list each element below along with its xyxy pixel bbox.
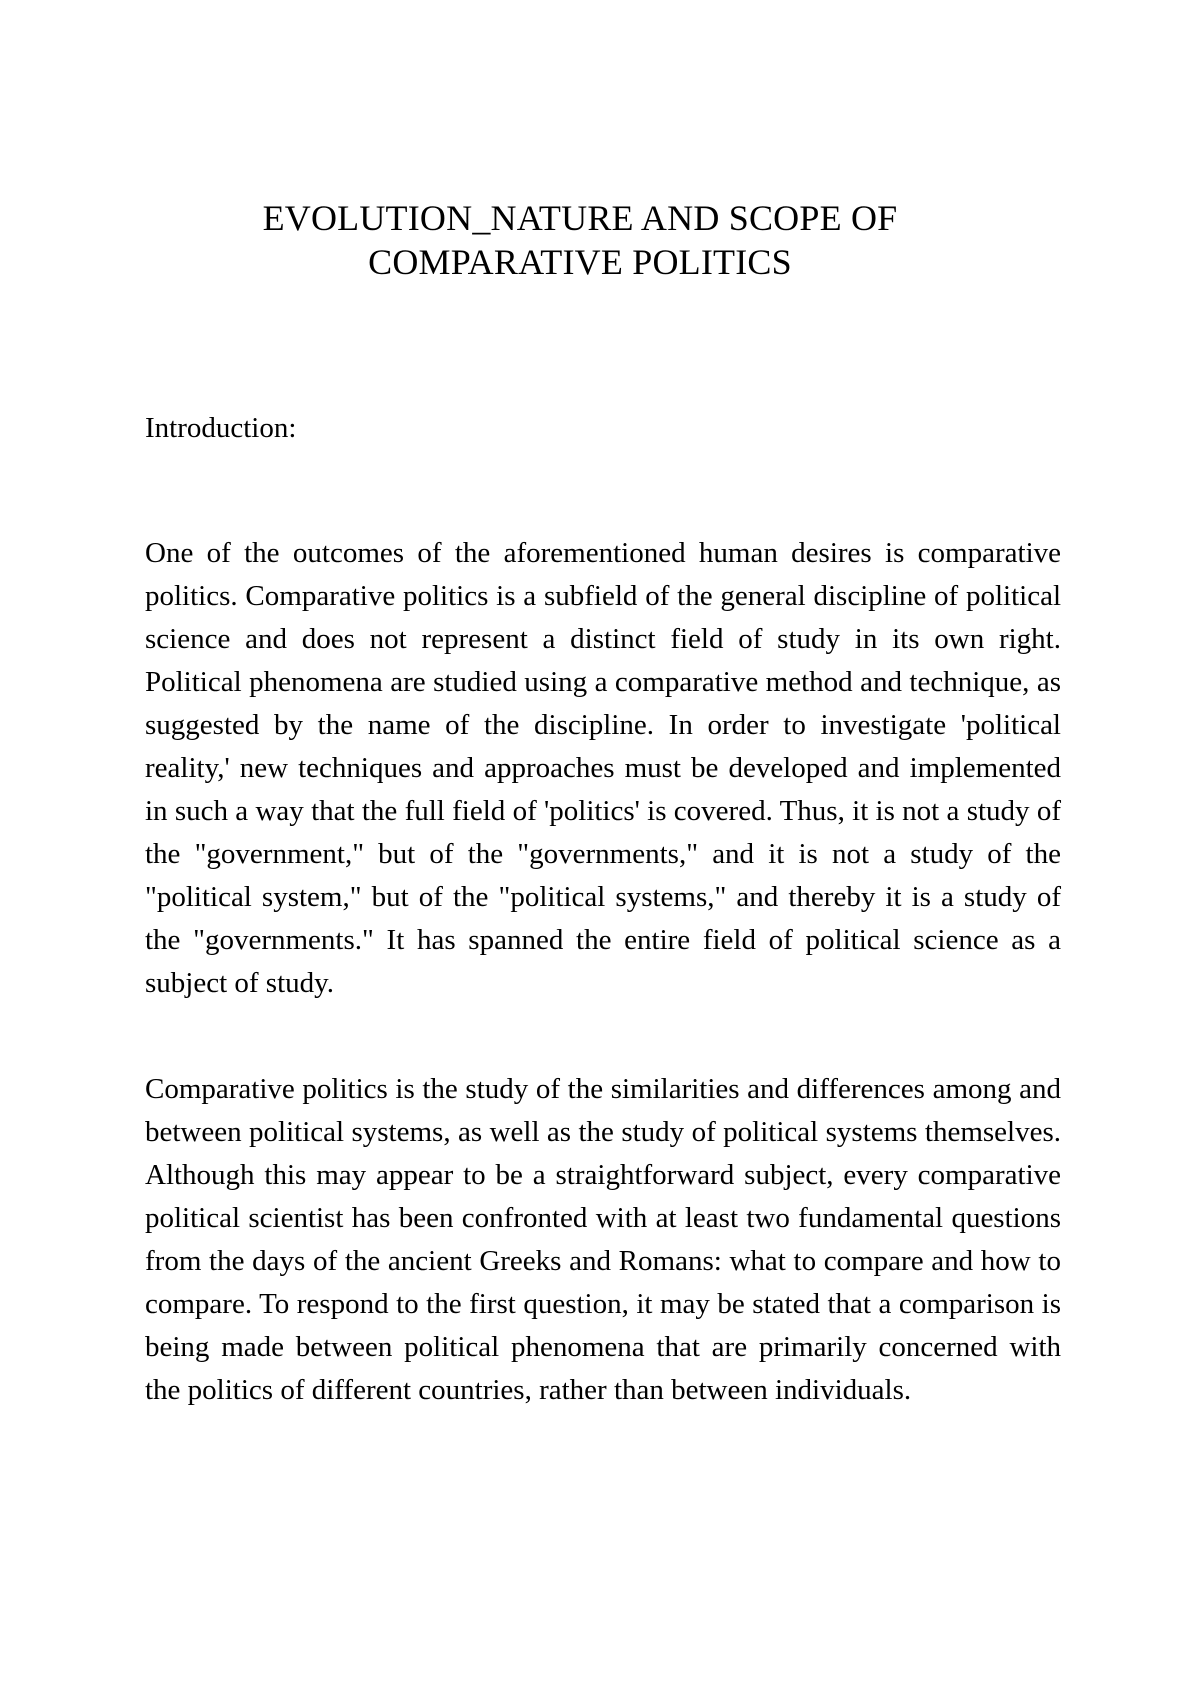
document-title-line-2: COMPARATIVE POLITICS [368,242,792,283]
body-paragraph: Comparative politics is the study of the similarities and differences among and between political systems, as well as the study of political systems themselves. Although this may appear to be a straightforward subject, every comparative political scientist has been confronted with at least two fundamental questions from the days of the ancient Greeks and Romans: what to compare and how to compare. To respond to the first question, it may be stated that a comparison is being made between political phenomena that are primarily concerned with the politics of different countries, rather than between individuals. [145,1073,1061,1406]
document-title-line-1: EVOLUTION_NATURE AND SCOPE OF [262,198,898,239]
document-title [0,196,1160,284]
section-heading-introduction: Introduction: [145,412,297,444]
body-paragraph: One of the outcomes of the aforementioned human desires is comparative politics. Comparative politics is a subfield of the general discipline of political science and does not represent a distinct field of study in its own right. Political phenomena are studied using a comparative method and technique, as suggested by the name of the discipline. In order to investigate 'political reality,' new techniques and approaches must be developed and implemented in such a way that the full field of 'politics' is covered. Thus, it is not a study of the "government," but of the "governments," and it is not a study of the "political system," but of the "political systems," and thereby it is a study of the "governments." It has spanned the entire field of political science as a subject of study. [145,537,1061,999]
